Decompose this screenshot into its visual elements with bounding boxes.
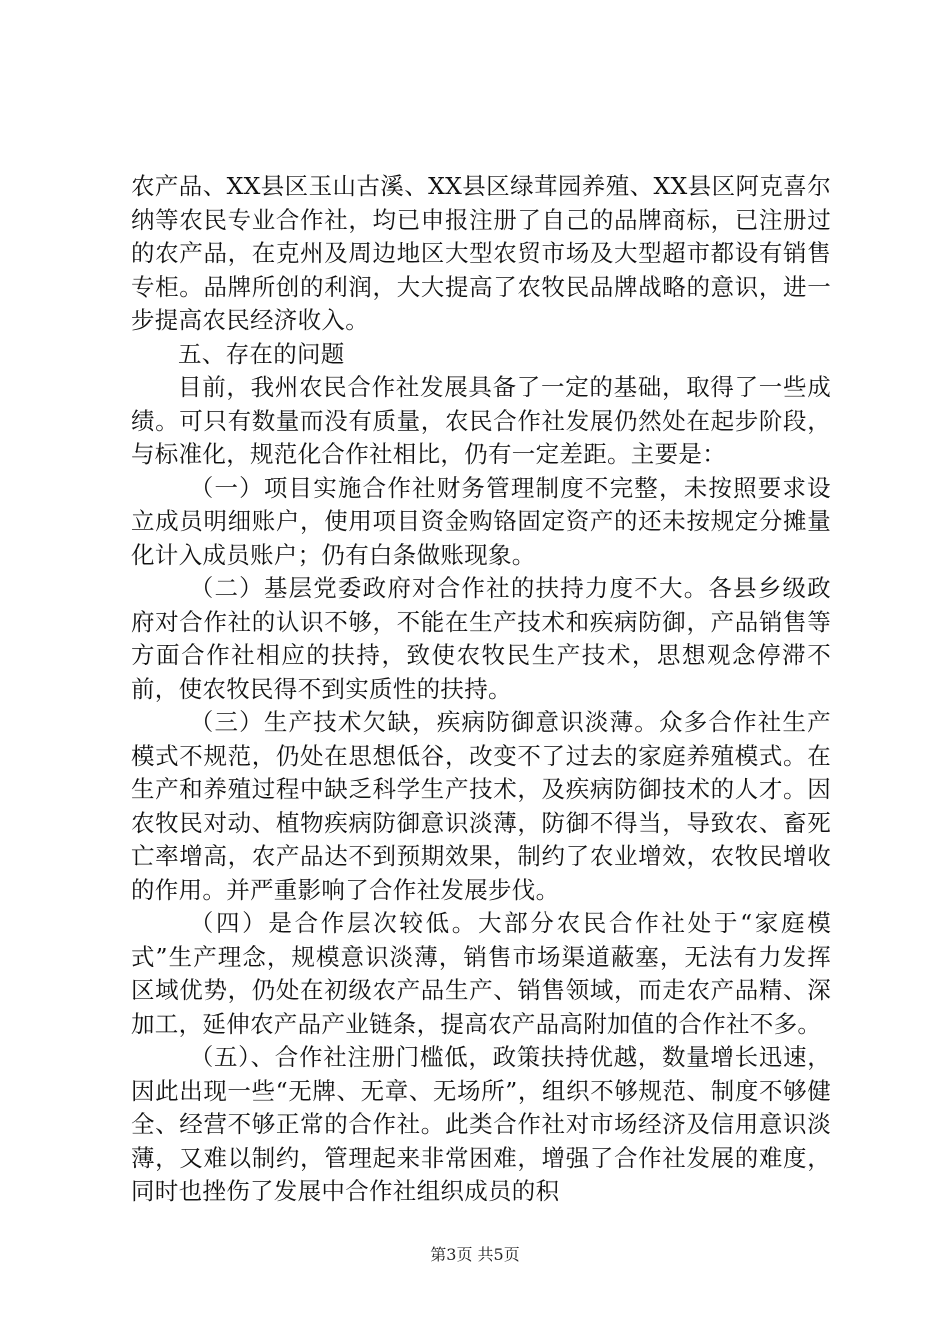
paragraph-current-situation: 目前，我州农民合作社发展具备了一定的基础，取得了一些成绩。可只有数量而没有质量，农民合作社发展仍然处在起步阶段，与标准化，规范化合作社相比，仍有一定差距。主要是： <box>131 373 831 468</box>
paragraph-problem-4: （四）是合作层次较低。大部分农民合作社处于“家庭模式”生产理念，规模意识淡薄，销售市场渠道蔽塞，无法有力发挥区域优势，仍处在初级农产品生产、销售领域，而走农产品精、深加工，延伸农产品产业链条，提高农产品高附加值的合作社不多。 <box>131 909 831 1038</box>
paragraph-problem-2: （二）基层党委政府对合作社的扶持力度不大。各县乡级政府对合作社的认识不够，不能在生产技术和疾病防御，产品销售等方面合作社相应的扶持，致使农牧民生产技术，思想观念停滞不前，使农牧民得不到实质性的扶持。 <box>131 574 831 703</box>
page-number-footer: 第3页 共5页 <box>430 1245 520 1264</box>
document-body <box>131 170 831 1209</box>
paragraph-problem-3: （三）生产技术欠缺，疾病防御意识淡薄。众多合作社生产模式不规范，仍处在思想低谷，改变不了过去的家庭养殖模式。在生产和养殖过程中缺乏科学生产技术，及疾病防御技术的人才。因农牧民对动、植物疾病防御意识淡薄，防御不得当，导致农、畜死亡率增高，农产品达不到预期效果，制约了农业增效，农牧民增收的作用。并严重影响了合作社发展步伐。 <box>131 708 831 904</box>
paragraph-problem-1: （一）项目实施合作社财务管理制度不完整，未按照要求设立成员明细账户，使用项目资金购铬固定资产的还未按规定分摊量化计入成员账户；仍有白条做账现象。 <box>131 473 831 569</box>
paragraph-brand-trademark: 农产品、XX县区玉山古溪、XX县区绿茸园养殖、XX县区阿克喜尔纳等农民专业合作社，均已申报注册了自己的品牌商标，已注册过的农产品，在克州及周边地区大型农贸市场及大型超市都设有销售专柜。品牌所创的利润，大大提高了农牧民品牌战略的意识，进一步提高农民经济收入。 <box>131 172 831 334</box>
paragraph-problem-5: （五）、合作社注册门槛低，政策扶持优越，数量增长迅速，因此出现一些“无牌、无章、无场所”，组织不够规范、制度不够健全、经营不够正常的合作社。此类合作社对市场经济及信用意识淡薄，又难以制约，管理起来非常困难，增强了合作社发展的难度，同时也挫伤了发展中合作社组织成员的积 <box>131 1043 831 1205</box>
section-heading-existing-problems: 五、存在的问题 <box>178 339 345 368</box>
